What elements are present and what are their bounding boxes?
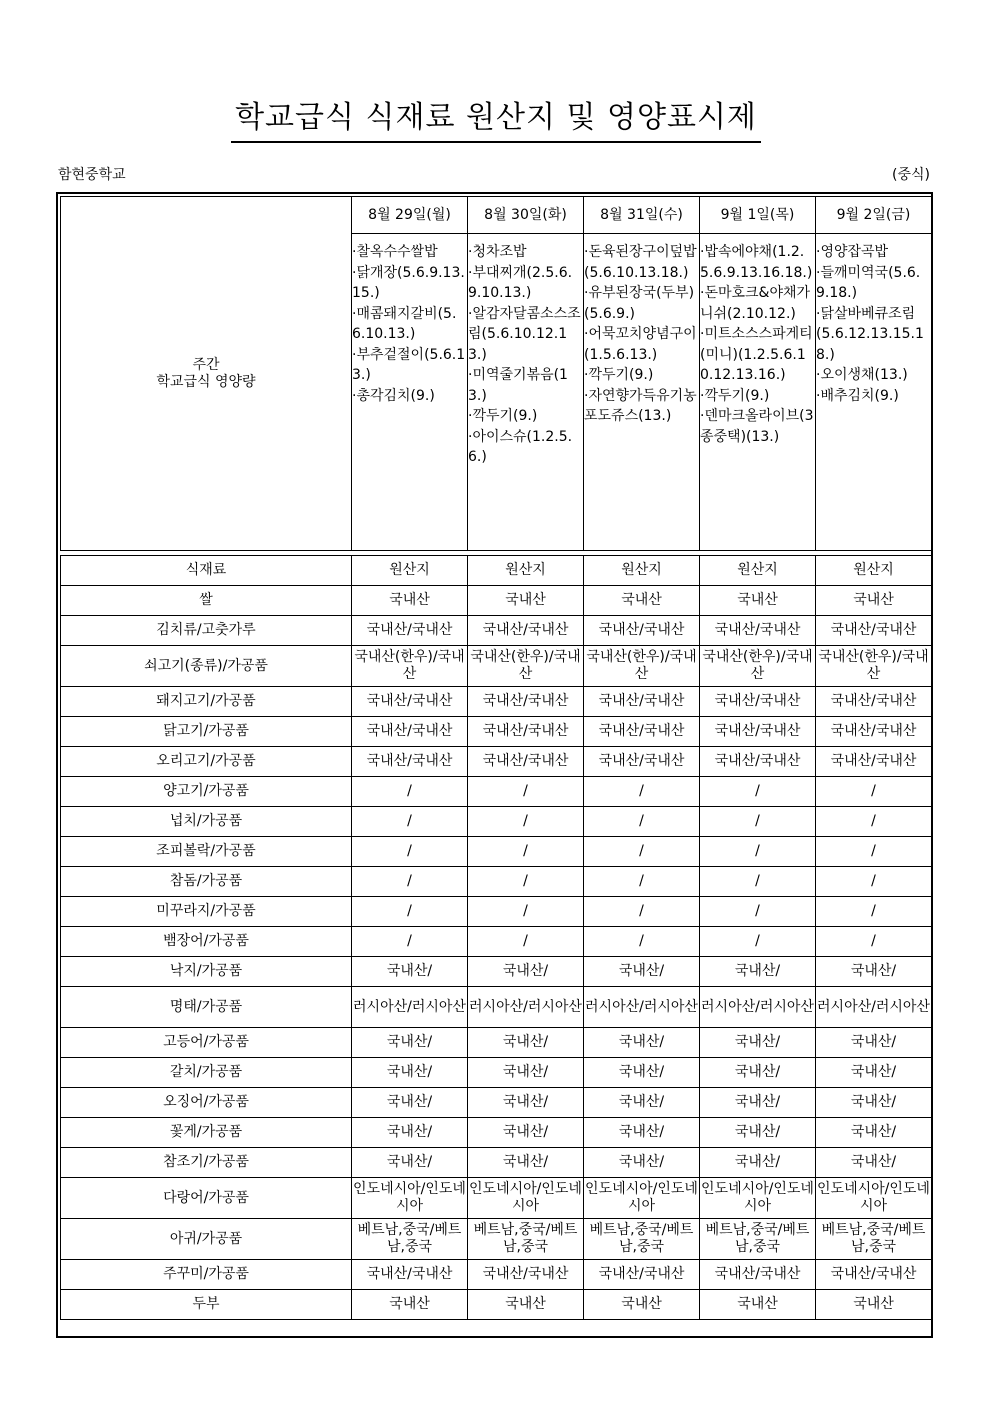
day-header: 8월 29일(월) <box>352 197 468 234</box>
ingredient-name: 두부 <box>61 1290 352 1320</box>
menu-item: ·돈육된장구이덮밥(5.6.10.13.18.) <box>584 244 697 281</box>
origin-value: 국내산/ <box>816 1058 932 1088</box>
origin-value: / <box>352 897 468 927</box>
table-row <box>61 1118 932 1148</box>
origin-value: / <box>468 837 584 867</box>
origin-value: 국내산/ <box>700 1028 816 1058</box>
origin-value: 국내산 <box>352 1290 468 1320</box>
menu-item: ·오이생채(13.) <box>816 367 908 383</box>
origin-value: 국내산/국내산 <box>584 687 700 717</box>
origin-value: 국내산/ <box>816 1148 932 1178</box>
origin-value: / <box>700 777 816 807</box>
menu-item: ·유부된장국(두부)(5.6.9.) <box>584 285 695 322</box>
day-header: 8월 30일(화) <box>468 197 584 234</box>
origin-value: / <box>700 897 816 927</box>
origin-value: 국내산/국내산 <box>352 747 468 777</box>
origin-value: 베트남,중국/베트남,중국 <box>468 1219 584 1260</box>
table-row <box>61 837 932 867</box>
menu-item: ·부대찌개(2.5.6.9.10.13.) <box>468 264 573 301</box>
origin-value: 인도네시아/인도네시아 <box>352 1178 468 1219</box>
menu-item: ·닭개장(5.6.9.13.15.) <box>352 264 465 301</box>
origin-value: / <box>700 837 816 867</box>
origin-value: / <box>352 927 468 957</box>
origin-value: 러시아산/러시아산 <box>352 987 468 1028</box>
origin-value: 국내산 <box>700 586 816 616</box>
ingredient-name: 넙치/가공품 <box>61 807 352 837</box>
origin-value: 국내산/ <box>584 1118 700 1148</box>
menu-item: ·매콤돼지갈비(5.6.10.13.) <box>352 305 457 342</box>
origin-value: 국내산/국내산 <box>700 1260 816 1290</box>
ingredient-name: 다랑어/가공품 <box>61 1178 352 1219</box>
table-row <box>61 586 932 616</box>
ingredient-name: 아귀/가공품 <box>61 1219 352 1260</box>
school-name: 함현중학교 <box>58 167 126 183</box>
table-row <box>61 1178 932 1219</box>
origin-value: 국내산/국내산 <box>584 616 700 646</box>
menu-item: ·미역줄기볶음(13.) <box>468 367 568 404</box>
origin-value: 국내산/ <box>352 1028 468 1058</box>
menu-cell <box>468 234 584 551</box>
origin-header-value: 원산지 <box>700 556 816 586</box>
origin-value: 베트남,중국/베트남,중국 <box>352 1219 468 1260</box>
origin-value: 국내산/국내산 <box>352 717 468 747</box>
table-row <box>61 957 932 987</box>
menu-item: ·배추김치(9.) <box>816 387 899 404</box>
day-header: 9월 1일(목) <box>700 197 816 234</box>
origin-value: 국내산/ <box>352 1148 468 1178</box>
origin-value: 국내산/ <box>468 1028 584 1058</box>
ingredient-name: 갈치/가공품 <box>61 1058 352 1088</box>
nutrition-label-line1: 주간 <box>192 356 220 373</box>
origin-value: 인도네시아/인도네시아 <box>468 1178 584 1219</box>
origin-value: / <box>816 807 932 837</box>
ingredient-name: 오리고기/가공품 <box>61 747 352 777</box>
origin-value: 인도네시아/인도네시아 <box>816 1178 932 1219</box>
origin-value: 국내산 <box>816 586 932 616</box>
origin-value: 국내산/국내산 <box>468 747 584 777</box>
origin-nutrition-table <box>60 196 932 1320</box>
table-row <box>61 987 932 1028</box>
ingredient-name: 고등어/가공품 <box>61 1028 352 1058</box>
menu-item: ·총각김치(9.) <box>352 387 435 404</box>
origin-value: / <box>816 897 932 927</box>
origin-value: 인도네시아/인도네시아 <box>700 1178 816 1219</box>
origin-value: 국내산/ <box>584 1058 700 1088</box>
table-row <box>61 777 932 807</box>
menu-cell <box>700 234 816 551</box>
menu-item: ·미트소스스파게티(미니)(1.2.5.6.10.12.13.16.) <box>700 326 813 383</box>
origin-value: 국내산/국내산 <box>352 1260 468 1290</box>
origin-header-value: 원산지 <box>816 556 932 586</box>
origin-value: 베트남,중국/베트남,중국 <box>584 1219 700 1260</box>
origin-value: 국내산/ <box>468 1148 584 1178</box>
origin-value: 국내산/ <box>700 1088 816 1118</box>
origin-value: 국내산/ <box>816 957 932 987</box>
meal-type: (중식) <box>892 167 930 183</box>
origin-value: 국내산/ <box>352 1088 468 1118</box>
origin-value: 국내산/ <box>700 957 816 987</box>
table-row <box>61 1088 932 1118</box>
menu-item: ·덴마크올라이브(3종중택)(13.) <box>700 408 814 445</box>
origin-value: 국내산(한우)/국내산 <box>816 646 932 687</box>
ingredient-name: 명태/가공품 <box>61 987 352 1028</box>
origin-value: 국내산 <box>700 1290 816 1320</box>
ingredient-name: 참조기/가공품 <box>61 1148 352 1178</box>
origin-value: 러시아산/러시아산 <box>816 987 932 1028</box>
origin-value: / <box>468 777 584 807</box>
origin-value: 국내산/ <box>700 1148 816 1178</box>
ingredient-name: 쌀 <box>61 586 352 616</box>
origin-value: / <box>468 867 584 897</box>
origin-value: / <box>816 837 932 867</box>
menu-item: ·자연향가득유기농포도쥬스(13.) <box>584 387 697 424</box>
origin-value: 국내산/국내산 <box>700 717 816 747</box>
origin-value: 국내산/ <box>816 1088 932 1118</box>
menu-item: ·깍두기(9.) <box>584 367 654 383</box>
menu-cell <box>816 234 932 551</box>
origin-value: 국내산/ <box>468 1088 584 1118</box>
origin-value: 국내산/국내산 <box>584 1260 700 1290</box>
origin-value: 국내산/ <box>816 1118 932 1148</box>
origin-value: 국내산/ <box>700 1118 816 1148</box>
day-header: 8월 31일(수) <box>584 197 700 234</box>
menu-item: ·깍두기(9.) <box>468 408 538 424</box>
origin-value: 국내산(한우)/국내산 <box>352 646 468 687</box>
origin-value: / <box>584 867 700 897</box>
origin-value: 국내산/국내산 <box>700 687 816 717</box>
origin-value: 국내산/ <box>352 1118 468 1148</box>
ingredient-name: 김치류/고춧가루 <box>61 616 352 646</box>
origin-value: 국내산(한우)/국내산 <box>584 646 700 687</box>
origin-header-value: 원산지 <box>584 556 700 586</box>
menu-cell <box>584 234 700 551</box>
origin-value: / <box>584 777 700 807</box>
origin-value: 러시아산/러시아산 <box>468 987 584 1028</box>
origin-value: 국내산(한우)/국내산 <box>468 646 584 687</box>
origin-value: 국내산/ <box>700 1058 816 1088</box>
origin-value: / <box>468 897 584 927</box>
origin-value: 국내산/ <box>584 1148 700 1178</box>
origin-value: / <box>352 807 468 837</box>
origin-value: / <box>584 927 700 957</box>
ingredient-name: 미꾸라지/가공품 <box>61 897 352 927</box>
origin-header-value: 원산지 <box>352 556 468 586</box>
origin-value: / <box>700 927 816 957</box>
ingredient-name: 뱀장어/가공품 <box>61 927 352 957</box>
ingredient-name: 꽃게/가공품 <box>61 1118 352 1148</box>
table-row <box>61 1058 932 1088</box>
table-row <box>61 616 932 646</box>
table-row <box>61 807 932 837</box>
origin-value: 국내산/국내산 <box>816 616 932 646</box>
table-row <box>61 867 932 897</box>
origin-value: / <box>816 867 932 897</box>
origin-value: / <box>352 777 468 807</box>
origin-value: 국내산/국내산 <box>352 616 468 646</box>
origin-value: 국내산/국내산 <box>468 1260 584 1290</box>
origin-value: 국내산/ <box>584 957 700 987</box>
origin-value: 국내산/국내산 <box>584 717 700 747</box>
nutrition-label-cell <box>61 197 352 551</box>
origin-value: / <box>468 927 584 957</box>
table-row <box>61 897 932 927</box>
menu-item: ·들깨미역국(5.6.9.18.) <box>816 264 921 301</box>
origin-value: 국내산/국내산 <box>816 747 932 777</box>
ingredient-name: 주꾸미/가공품 <box>61 1260 352 1290</box>
origin-value: / <box>816 777 932 807</box>
origin-value: 국내산 <box>468 586 584 616</box>
origin-value: 국내산 <box>816 1290 932 1320</box>
ingredient-name: 낙지/가공품 <box>61 957 352 987</box>
table-row <box>61 1260 932 1290</box>
ingredient-name: 쇠고기(종류)/가공품 <box>61 646 352 687</box>
origin-value: 국내산 <box>468 1290 584 1320</box>
origin-value: 국내산/ <box>468 1058 584 1088</box>
table-row <box>61 646 932 687</box>
menu-item: ·부추겉절이(5.6.13.) <box>352 346 466 383</box>
origin-value: / <box>352 837 468 867</box>
menu-item: ·어묵꼬치양념구이(1.5.6.13.) <box>584 326 697 363</box>
page-title <box>0 92 992 136</box>
day-header: 9월 2일(금) <box>816 197 932 234</box>
origin-value: 국내산/ <box>468 1118 584 1148</box>
table-row <box>61 927 932 957</box>
origin-value: 국내산(한우)/국내산 <box>700 646 816 687</box>
origin-value: / <box>700 807 816 837</box>
origin-value: 국내산 <box>584 1290 700 1320</box>
origin-value: 베트남,중국/베트남,중국 <box>816 1219 932 1260</box>
table-row <box>61 1148 932 1178</box>
origin-value: / <box>584 807 700 837</box>
origin-value: 베트남,중국/베트남,중국 <box>700 1219 816 1260</box>
ingredient-name: 양고기/가공품 <box>61 777 352 807</box>
ingredient-name: 닭고기/가공품 <box>61 717 352 747</box>
menu-item: ·아이스슈(1.2.5.6.) <box>468 428 573 465</box>
origin-value: 국내산/국내산 <box>584 747 700 777</box>
origin-value: 인도네시아/인도네시아 <box>584 1178 700 1219</box>
origin-value: 국내산/국내산 <box>700 616 816 646</box>
origin-value: 국내산/국내산 <box>352 687 468 717</box>
origin-value: 국내산/ <box>352 957 468 987</box>
origin-header-row <box>61 556 932 586</box>
menu-item: ·영양잡곡밥 <box>816 244 889 260</box>
origin-value: / <box>584 837 700 867</box>
table-row <box>61 747 932 777</box>
origin-value: / <box>700 867 816 897</box>
menu-item: ·청차조밥 <box>468 244 527 260</box>
table-row <box>61 1028 932 1058</box>
origin-value: 국내산/국내산 <box>816 717 932 747</box>
menu-cell <box>352 234 468 551</box>
origin-value: 국내산 <box>584 586 700 616</box>
origin-header-value: 원산지 <box>468 556 584 586</box>
table-row <box>61 717 932 747</box>
ingredient-name: 조피볼락/가공품 <box>61 837 352 867</box>
origin-value: 러시아산/러시아산 <box>584 987 700 1028</box>
table-row <box>61 687 932 717</box>
day-header-row <box>61 197 932 234</box>
origin-value: 국내산/국내산 <box>468 687 584 717</box>
origin-value: 국내산/국내산 <box>468 616 584 646</box>
origin-value: / <box>816 927 932 957</box>
ingredient-name: 참돔/가공품 <box>61 867 352 897</box>
origin-value: 국내산/ <box>352 1058 468 1088</box>
nutrition-label-line2: 학교급식 영양량 <box>156 373 256 390</box>
menu-item: ·찰옥수수쌀밥 <box>352 244 438 260</box>
origin-value: 러시아산/러시아산 <box>700 987 816 1028</box>
origin-header-label: 식재료 <box>61 556 352 586</box>
origin-value: 국내산/ <box>816 1028 932 1058</box>
origin-value: 국내산/국내산 <box>700 747 816 777</box>
menu-item: ·돈마호크&야채가니쉬(2.10.12.) <box>700 285 811 322</box>
ingredient-name: 돼지고기/가공품 <box>61 687 352 717</box>
origin-value: 국내산/ <box>468 957 584 987</box>
origin-value: / <box>468 807 584 837</box>
menu-item: ·밥속에야채(1.2.5.6.9.13.16.18.) <box>700 244 813 281</box>
origin-value: 국내산/국내산 <box>816 687 932 717</box>
origin-value: 국내산/국내산 <box>468 717 584 747</box>
origin-value: 국내산/ <box>584 1088 700 1118</box>
title-text: 학교급식 식재료 원산지 및 영양표시제 <box>231 100 761 143</box>
menu-item: ·깍두기(9.) <box>700 387 770 404</box>
origin-value: 국내산 <box>352 586 468 616</box>
origin-value: / <box>352 867 468 897</box>
menu-item: ·알감자달콤소스조림(5.6.10.12.13.) <box>468 305 581 363</box>
origin-value: / <box>584 897 700 927</box>
menu-item: ·닭살바베큐조림(5.6.12.13.15.18.) <box>816 305 924 363</box>
origin-value: 국내산/ <box>584 1028 700 1058</box>
table-row <box>61 1219 932 1260</box>
ingredient-name: 오징어/가공품 <box>61 1088 352 1118</box>
origin-value: 국내산/국내산 <box>816 1260 932 1290</box>
table-row <box>61 1290 932 1320</box>
